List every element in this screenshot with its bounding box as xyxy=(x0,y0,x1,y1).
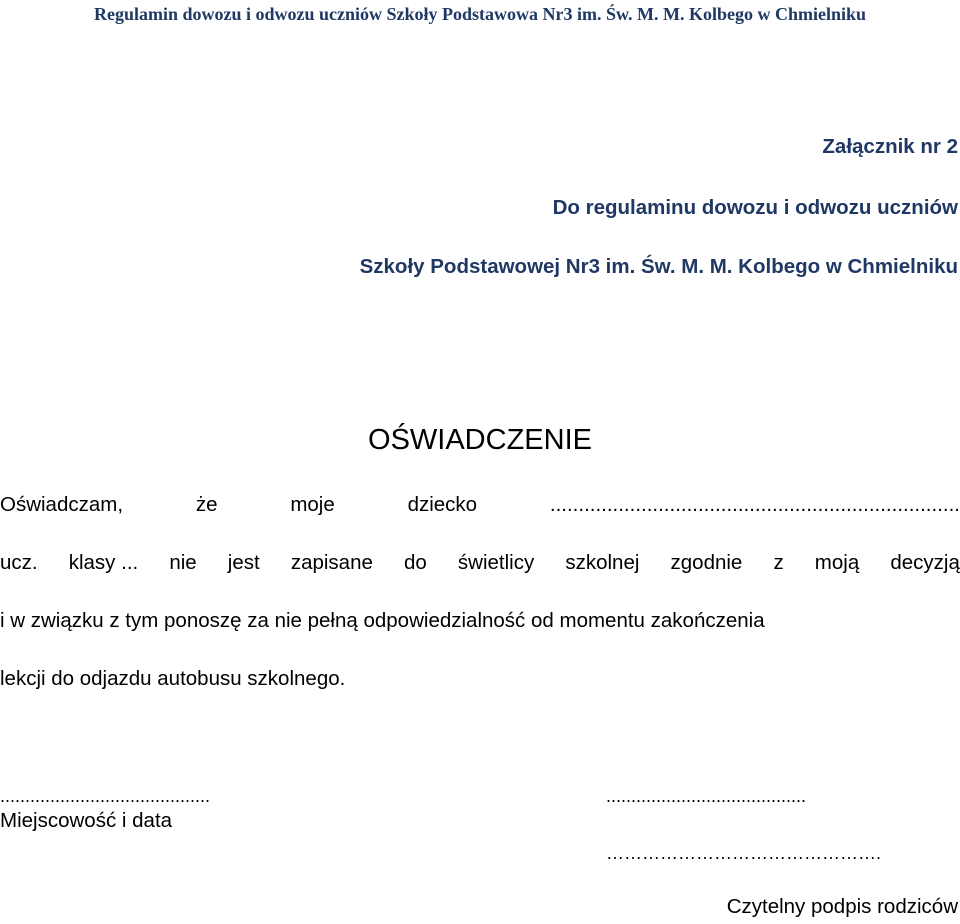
word: że xyxy=(195,493,218,516)
word: świetlicy xyxy=(457,551,535,574)
annex-regulation-ref: Do regulaminu dowozu i odwozu uczniów xyxy=(552,196,958,219)
word: decyzją xyxy=(890,551,960,574)
document-header: Regulamin dowozu i odwozu uczniów Szkoły Podstawowa Nr3 im. Św. M. M. Kolbego w Chmielniku xyxy=(93,4,867,24)
word: z xyxy=(773,551,784,574)
word: nie xyxy=(169,551,197,574)
word: do xyxy=(403,551,427,574)
annex-school-name: Szkoły Podstawowej Nr3 im. Św. M. M. Kolbego w Chmielniku xyxy=(359,255,958,278)
place-date-blank: .......................................... xyxy=(0,786,211,806)
word: zgodnie xyxy=(670,551,743,574)
declaration-line-1 xyxy=(0,493,960,517)
word: jest xyxy=(227,551,260,574)
child-name-blank: ........................................................................ xyxy=(549,493,960,516)
word: szkolnej xyxy=(565,551,640,574)
class-blank: klasy ... xyxy=(68,551,139,574)
word: ucz. xyxy=(0,551,38,574)
signature-blank-top: ........................................ xyxy=(606,786,807,806)
word: moją xyxy=(814,551,860,574)
place-date-label: Miejscowość i data xyxy=(0,809,173,832)
annex-number: Załącznik nr 2 xyxy=(822,135,958,158)
word: Oświadczam, xyxy=(0,493,124,516)
signature-blank: ………………………………………. xyxy=(606,843,882,863)
declaration-line-2 xyxy=(0,551,960,575)
declaration-title: OŚWIADCZENIE xyxy=(368,424,592,456)
word: moje xyxy=(290,493,335,516)
declaration-line-3: i w związku z tym ponoszę za nie pełną odpowiedzialność od momentu zakończenia xyxy=(0,609,765,632)
word: zapisane xyxy=(290,551,373,574)
declaration-line-4: lekcji do odjazdu autobusu szkolnego. xyxy=(0,667,346,690)
word: dziecko xyxy=(407,493,478,516)
signature-label: Czytelny podpis rodziców xyxy=(726,895,958,918)
